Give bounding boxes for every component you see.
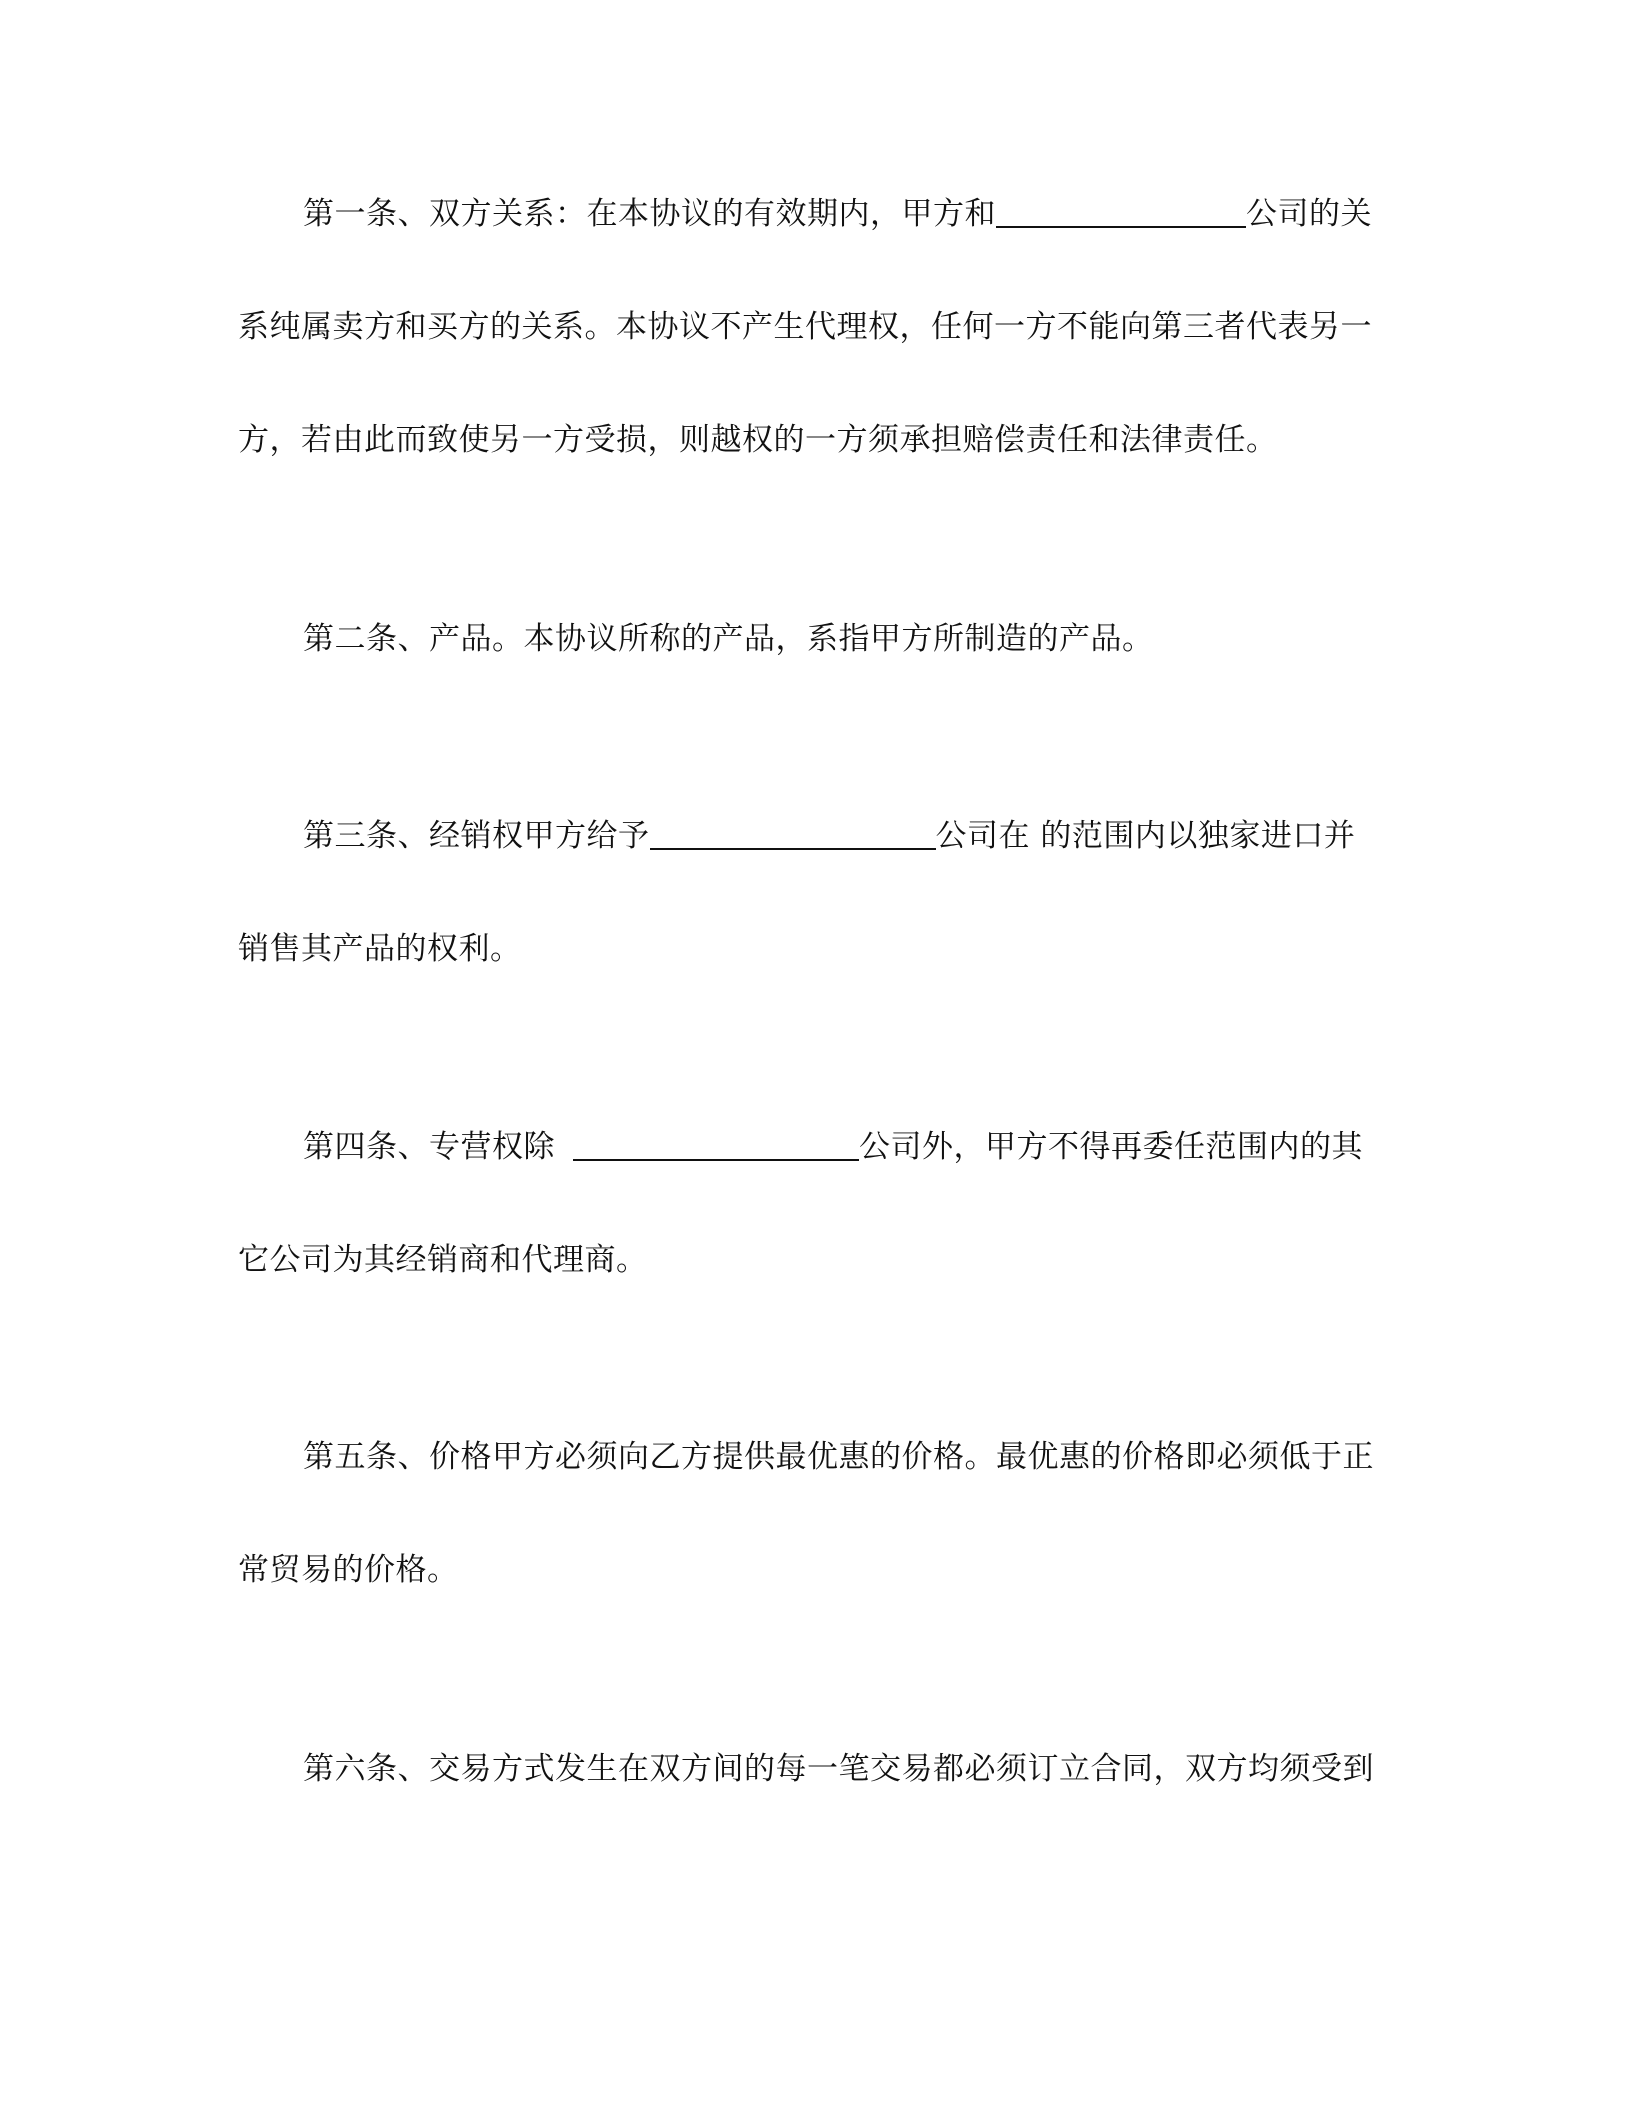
clause-1-line-1 (303, 194, 1372, 234)
company-name-blank-3[interactable] (573, 1129, 859, 1161)
clause-4-line-2 (238, 1240, 648, 1280)
clause-5-text-b: 常贸易的价格。 (238, 1552, 459, 1588)
clause-5-line-1 (303, 1437, 1374, 1477)
clause-1-text-d: 方，若由此而致使另一方受损，则越权的一方须承担赔偿责任和法律责任。 (238, 422, 1278, 458)
clause-1-text-b: 公司的关 (1246, 196, 1372, 232)
clause-5-text-a: 第五条、价格甲方必须向乙方提供最优惠的价格。最优惠的价格即必须低于正 (303, 1439, 1374, 1475)
clause-2-text: 第二条、产品。本协议所称的产品，系指甲方所制造的产品。 (303, 621, 1154, 657)
company-name-blank-1[interactable] (996, 196, 1246, 228)
clause-3-line-1 (303, 816, 1355, 856)
clause-5-line-2 (238, 1550, 459, 1590)
clause-1-line-2 (238, 307, 1372, 347)
clause-3-line-2 (238, 929, 522, 969)
clause-1-text-c: 系纯属卖方和买方的关系。本协议不产生代理权，任何一方不能向第三者代表另一 (238, 309, 1372, 345)
clause-2-line-1 (303, 619, 1154, 659)
clause-4-text-b: 公司外，甲方不得再委任范围内的其 (859, 1129, 1363, 1165)
clause-6-text: 第六条、交易方式发生在双方间的每一笔交易都必须订立合同，双方均须受到 (303, 1751, 1374, 1787)
clause-1-line-3 (238, 420, 1278, 460)
company-name-blank-2[interactable] (650, 818, 936, 850)
clause-4-text-a: 第四条、专营权除 (303, 1129, 555, 1165)
clause-4-text-c: 它公司为其经销商和代理商。 (238, 1242, 648, 1278)
clause-4-line-1 (303, 1127, 1363, 1167)
clause-3-text-c: 销售其产品的权利。 (238, 931, 522, 967)
clause-6-line-1 (303, 1749, 1374, 1789)
clause-3-text-a: 第三条、经销权甲方给予 (303, 818, 650, 854)
clause-3-text-b: 公司在 的范围内以独家进口并 (935, 818, 1356, 854)
clause-1-text-a: 第一条、双方关系：在本协议的有效期内，甲方和 (303, 196, 996, 232)
